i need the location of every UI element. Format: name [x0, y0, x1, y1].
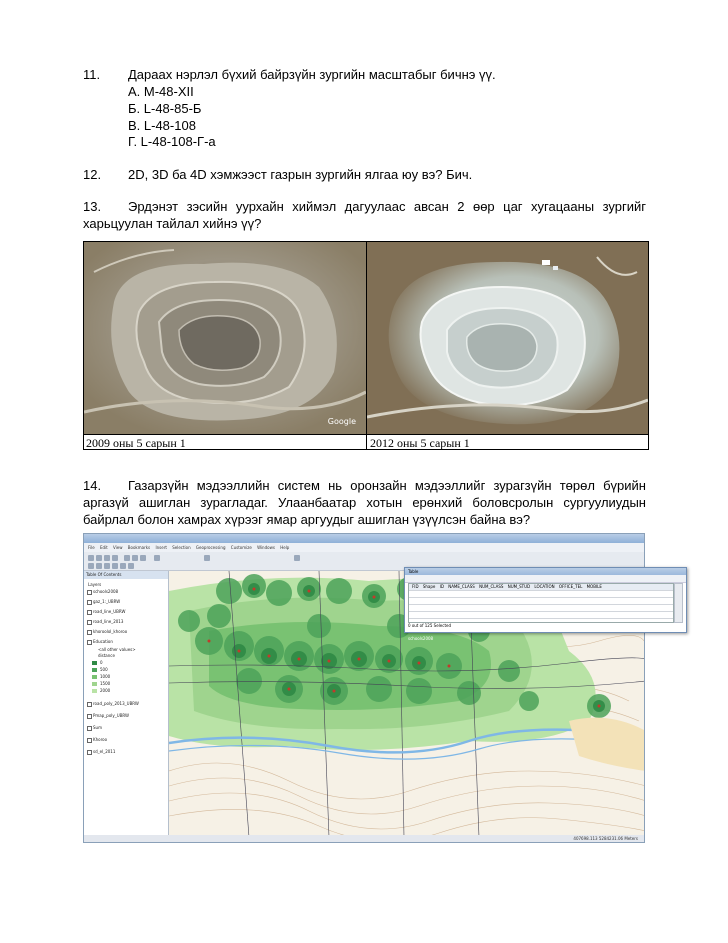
toc-layer[interactable]: Sum	[93, 725, 102, 730]
menu-help[interactable]: Help	[280, 545, 290, 550]
q11-option-d: Г. L-48-108-Г-а	[128, 134, 216, 149]
toc-checkbox[interactable]	[87, 726, 92, 731]
caption-row	[84, 434, 648, 451]
toc-title: Table Of Contents	[84, 571, 168, 579]
tool-scale-icon[interactable]	[204, 555, 210, 561]
legend-swatch	[92, 682, 97, 686]
toc-layer[interactable]: Pmap_poly_UBRW	[93, 713, 130, 718]
column-divider	[366, 242, 367, 449]
menu-windows[interactable]: Windows	[257, 545, 275, 550]
table-row[interactable]	[409, 612, 673, 619]
table-row[interactable]	[409, 598, 673, 605]
legend-swatch	[92, 675, 97, 679]
q11-option-a: А. M-48-XII	[128, 84, 194, 99]
legend-swatch	[92, 689, 97, 693]
menu-geoprocessing[interactable]: Geoprocessing	[195, 545, 226, 550]
menu-selection[interactable]: Selection	[172, 545, 191, 550]
q13-line1: Эрдэнэт зэсийн уурхайн хиймэл дагуулаас авсан 2 өөр цаг хугацааны зургийг	[128, 199, 646, 214]
q11-number: 11.	[83, 67, 101, 82]
gis-title-bar	[84, 534, 644, 543]
toc-checkbox[interactable]	[87, 714, 92, 719]
table-layer-tab[interactable]: schools2008	[408, 636, 434, 641]
tool-new-icon[interactable]	[88, 555, 94, 561]
tool-save-icon[interactable]	[104, 555, 110, 561]
column-header[interactable]: MOBILE	[586, 584, 602, 589]
table-row[interactable]	[409, 605, 673, 612]
tool-full-extent-icon[interactable]	[112, 563, 118, 569]
column-header[interactable]: ID	[439, 584, 444, 589]
satellite-image-2012	[367, 242, 648, 434]
tool-editor-icon[interactable]	[294, 555, 300, 561]
tool-print-icon[interactable]	[112, 555, 118, 561]
toc-layer[interactable]: gaz_1:_UBRW	[93, 599, 121, 604]
toc-legend-label: 1000	[100, 674, 111, 679]
table-of-contents-panel	[84, 571, 169, 835]
tool-paste-icon[interactable]	[140, 555, 146, 561]
toc-layer[interactable]: Education	[93, 639, 113, 644]
menu-insert[interactable]: Insert	[155, 545, 167, 550]
tool-add-data-icon[interactable]	[154, 555, 160, 561]
caption-2012: 2012 оны 5 сарын 1	[370, 436, 470, 450]
toc-checkbox[interactable]	[87, 620, 92, 625]
toc-legend-label: <all other values>	[98, 647, 136, 652]
q11-option-b: Б. L-48-85-Б	[128, 101, 202, 116]
q14-line1: Газарзүйн мэдээллийн систем нь оронзайн мэдээллийг зурагзүйн төрөл бүрийн	[128, 478, 646, 493]
toc-layer[interactable]: sd_el_2011	[93, 749, 116, 754]
toc-legend-label: 2000	[100, 688, 111, 693]
legend-swatch	[92, 668, 97, 672]
column-header[interactable]: NUM_CLASS	[479, 584, 504, 589]
coordinate-readout: 407698.113 5284231.06 Meters	[573, 836, 638, 841]
tool-cut-icon[interactable]	[124, 555, 130, 561]
selection-count: 0 out of 125 Selected	[408, 623, 452, 628]
caption-2009: 2009 оны 5 сарын 1	[86, 436, 186, 450]
toc-legend-label: 0	[100, 660, 103, 665]
toc-layer[interactable]: road_poly_2013_UBRW	[93, 701, 139, 706]
toc-layer[interactable]: Khoroo	[93, 737, 108, 742]
menu-view[interactable]: View	[113, 545, 123, 550]
q12-number: 12.	[83, 167, 102, 182]
column-header[interactable]: LOCATION	[534, 584, 555, 589]
toc-layer[interactable]: schools2008	[93, 589, 119, 594]
toc-checkbox[interactable]	[87, 600, 92, 605]
attribute-table-title: Table	[405, 568, 686, 575]
attribute-table-toolbar	[405, 575, 686, 583]
menu-bookmarks[interactable]: Bookmarks	[127, 545, 151, 550]
toc-checkbox[interactable]	[87, 630, 92, 635]
legend-swatch	[92, 661, 97, 665]
tool-select-icon[interactable]	[128, 563, 134, 569]
tool-zoom-in-icon[interactable]	[88, 563, 94, 569]
column-header[interactable]: NUM_STUD	[507, 584, 531, 589]
table-row[interactable]	[409, 591, 673, 598]
attribute-table-grid[interactable]	[408, 583, 674, 623]
toc-layer[interactable]: khoroolol_khoroo	[93, 629, 128, 634]
toc-checkbox[interactable]	[87, 738, 92, 743]
q14-line3: байрлал болон хамрах хүрээг ямар аргуудыг ашиглан үзүүлсэн байна вэ?	[83, 512, 531, 527]
q12-text: 2D, 3D ба 4D хэмжээст газрын зургийн ялгаа юу вэ? Бич.	[128, 167, 473, 182]
attribute-table-window[interactable]	[404, 567, 687, 641]
tool-pan-icon[interactable]	[104, 563, 110, 569]
q14-number: 14.	[83, 478, 102, 493]
column-header[interactable]: NAME_CLASS	[448, 584, 475, 589]
toc-legend-label: 500	[100, 667, 108, 672]
status-bar	[84, 835, 644, 842]
toc-layer[interactable]: Layers	[88, 582, 102, 587]
menu-edit[interactable]: Edit	[99, 545, 108, 550]
menu-file[interactable]: File	[88, 545, 95, 550]
tool-copy-icon[interactable]	[132, 555, 138, 561]
toc-checkbox[interactable]	[87, 640, 92, 645]
gis-menu-bar	[84, 543, 644, 552]
toc-checkbox[interactable]	[87, 590, 92, 595]
satellite-comparison-table	[83, 241, 649, 450]
column-header[interactable]: FID	[412, 584, 419, 589]
tool-identify-icon[interactable]	[120, 563, 126, 569]
satellite-image-2009	[84, 242, 366, 434]
q11-option-c: В. L-48-108	[128, 118, 196, 133]
column-header[interactable]: OFFICE_TEL	[558, 584, 583, 589]
toc-layer[interactable]: road_line_UBRW	[93, 609, 126, 614]
tool-open-icon[interactable]	[96, 555, 102, 561]
toc-legend-label: 1500	[100, 681, 111, 686]
toc-checkbox[interactable]	[87, 702, 92, 707]
q11-text: Дараах нэрлэл бүхий байрзүйн зургийн масштабыг бичнэ үү.	[128, 67, 496, 82]
google-watermark: Google	[327, 417, 356, 426]
q13-number: 13.	[83, 199, 102, 214]
q13-line2: харьцуулан тайлал хийнэ үү?	[83, 216, 262, 231]
toc-checkbox[interactable]	[87, 610, 92, 615]
menu-customize[interactable]: Customize	[230, 545, 252, 550]
toc-legend-label: distance	[98, 653, 115, 658]
attribute-table-header	[409, 584, 673, 591]
column-header[interactable]: Shape	[422, 584, 436, 589]
tool-zoom-out-icon[interactable]	[96, 563, 102, 569]
toc-checkbox[interactable]	[87, 750, 92, 755]
toc-layer[interactable]: road_line_2013	[93, 619, 124, 624]
vertical-scrollbar[interactable]	[674, 583, 683, 623]
q14-line2: аргазүй ашиглан зурагладаг. Улаанбаатар хотын ерөнхий боловсролын сургуулиудын	[83, 495, 646, 510]
